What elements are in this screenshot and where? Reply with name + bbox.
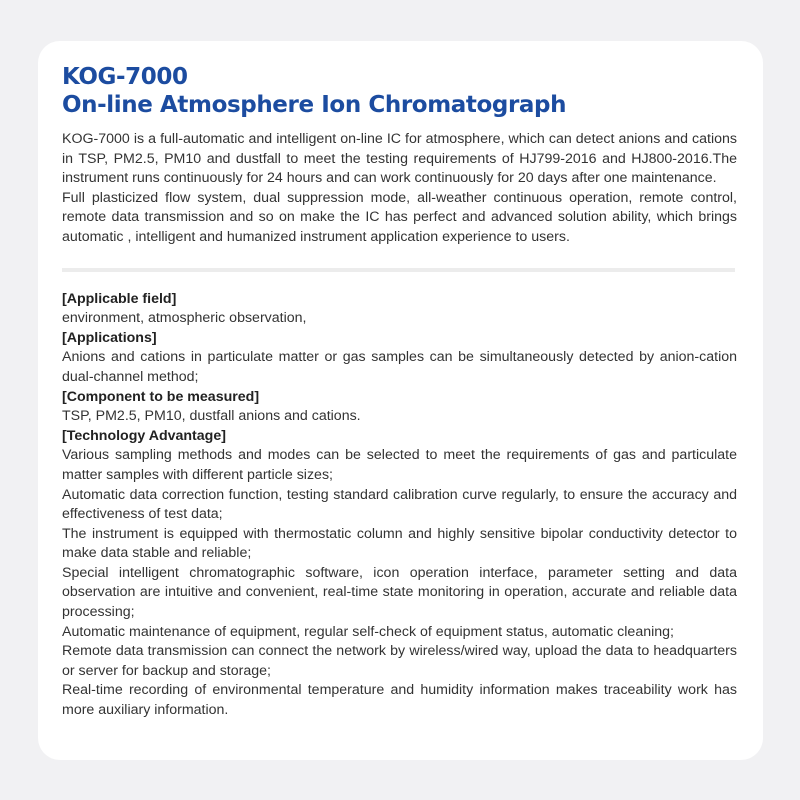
divider xyxy=(62,268,735,272)
section-line: The instrument is equipped with thermostatic column and highly sensitive bipolar conductivity detector to make data stable and reliable; xyxy=(62,525,737,562)
section-heading: [Component to be measured] xyxy=(62,388,260,405)
section-line: Automatic data correction function, testing standard calibration curve regularly, to ensure the accuracy and effectiveness of test data; xyxy=(62,486,737,523)
spec-sections xyxy=(62,290,737,721)
section-line: Various sampling methods and modes can be selected to meet the requirements of gas and particulate matter samples with different particle sizes; xyxy=(62,447,737,483)
section-heading: [Technology Advantage] xyxy=(62,427,226,444)
section-line: TSP, PM2.5, PM10, dustfall anions and cations. xyxy=(62,408,361,425)
section-line: environment, atmospheric observation, xyxy=(62,310,307,327)
section-line: Real-time recording of environmental temperature and humidity information makes traceability work has more auxiliary information. xyxy=(62,682,737,719)
section-line: Special intelligent chromatographic software, icon operation interface, parameter setting and data observation are intuitive and convenient, real-time state monitoring in operation, accurate and reliable data processing; xyxy=(62,564,737,621)
section-technology-advantage xyxy=(62,427,737,721)
section-heading: [Applications] xyxy=(62,329,157,346)
section-line: Automatic maintenance of equipment, regular self-check of equipment status, automatic cleaning; xyxy=(62,623,674,640)
section-applicable-field xyxy=(62,290,737,329)
intro-text xyxy=(62,130,737,248)
section-applications xyxy=(62,329,737,388)
section-line: Remote data transmission can connect the network by wireless/wired way, upload the data to headquarters or server for backup and storage; xyxy=(62,643,737,679)
product-title xyxy=(62,63,737,119)
intro-paragraph: Full plasticized flow system, dual suppression mode, all-weather continuous operation, remote control, remote data transmission and so on make the IC has perfect and advanced solution ability, which brings automatic , intelligent and humanized instrument application experience to users. xyxy=(62,189,737,245)
title-model: KOG-7000 xyxy=(62,64,188,90)
section-component-measured xyxy=(62,388,737,427)
intro-paragraph: KOG-7000 is a full-automatic and intelligent on-line IC for atmosphere, which can detect anions and cations in TSP, PM2.5, PM10 and dustfall to meet the testing requirements of HJ799-2016 and HJ800-2016.The instrument runs continuously for 24 hours and can work continuously for 20 days after one maintenance. xyxy=(62,131,737,187)
product-card xyxy=(38,41,763,760)
section-heading: [Applicable field] xyxy=(62,290,177,307)
section-line: Anions and cations in particulate matter or gas samples can be simultaneously detected by anion-cation dual-channel method; xyxy=(62,349,737,385)
title-name: On-line Atmosphere Ion Chromatograph xyxy=(62,92,567,118)
